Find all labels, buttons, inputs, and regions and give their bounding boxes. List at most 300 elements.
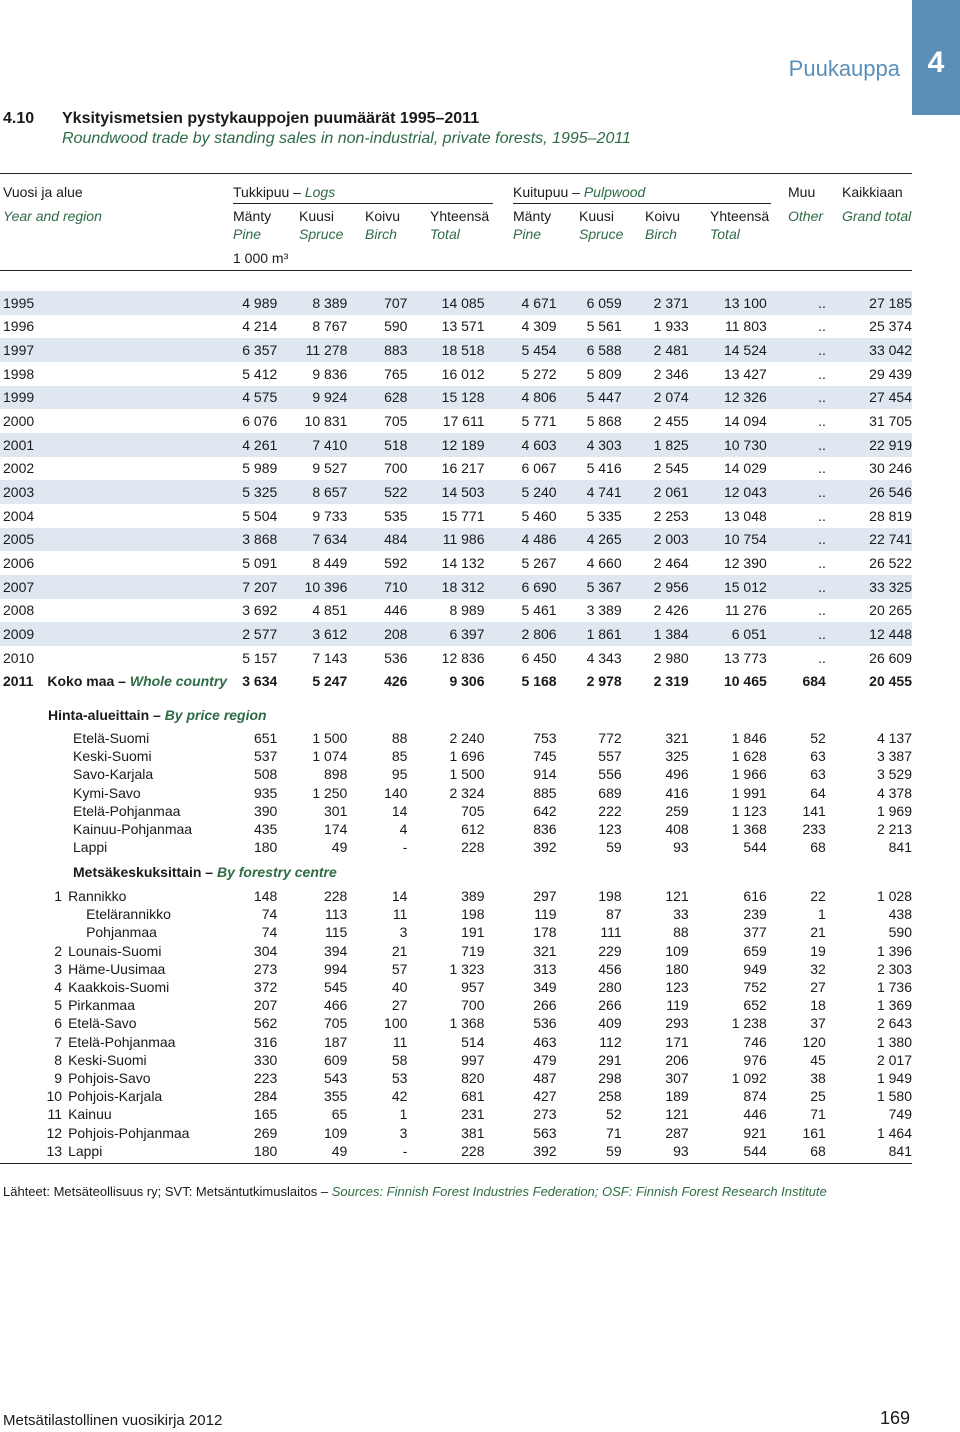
centre-number: 8 [54, 1051, 63, 1068]
value-cell: 14 503 [407, 480, 484, 504]
logs-header-fi: Tukkipuu – [233, 184, 305, 200]
value-cell: 6 051 [689, 622, 767, 646]
price-region-heading-en: By price region [164, 707, 267, 723]
value-cell: 609 [323, 1051, 348, 1068]
value-cell: 228 [461, 1142, 485, 1159]
region-name: Kainuu-Pohjanmaa [73, 821, 193, 838]
value-cell: 921 [743, 1124, 767, 1141]
value-cell: 280 [598, 979, 622, 996]
grand-header-en: Grand total [842, 208, 912, 224]
value-cell: 705 [384, 413, 408, 430]
value-cell: 293 [665, 1015, 689, 1032]
value-cell: 836 [533, 821, 557, 838]
list-item [0, 1142, 912, 1160]
value-cell: 33 [673, 906, 689, 923]
value-cell: 59 [606, 839, 622, 856]
value-cell: - [402, 839, 408, 856]
value-cell: 68 [810, 1142, 826, 1159]
region-name: Keski-Suomi [73, 748, 152, 765]
sub-header-fi-3: Yhteensä [430, 208, 490, 224]
table-row-total [0, 670, 912, 694]
table-row [0, 551, 912, 575]
sub-header-fi-4: Mänty [513, 208, 552, 224]
value-cell: 330 [253, 1051, 278, 1068]
value-cell: 518 [347, 433, 407, 457]
value-cell: 231 [461, 1106, 485, 1123]
value-cell: 2 643 [876, 1015, 912, 1032]
value-cell: 12 043 [689, 480, 767, 504]
value-cell: 381 [461, 1124, 485, 1141]
centre-number: 11 [47, 1106, 63, 1123]
value-cell: 1 991 [731, 784, 767, 801]
value-cell: 95 [391, 766, 408, 783]
list-item [0, 1123, 912, 1141]
value-cell: 297 [533, 888, 557, 905]
value-cell: .. [767, 480, 826, 504]
list-item [0, 747, 912, 765]
logs-rule [233, 203, 493, 204]
value-cell: 273 [253, 960, 278, 977]
table-bottom-rule [0, 1163, 912, 1164]
list-item [0, 802, 912, 820]
value-cell: 479 [533, 1051, 557, 1068]
table-row [0, 386, 912, 410]
value-cell: 2 577 [232, 622, 277, 646]
value-cell: 446 [384, 602, 408, 619]
value-cell: 765 [384, 365, 408, 382]
value-cell: 171 [665, 1033, 689, 1050]
value-cell: 7 410 [277, 433, 347, 457]
value-cell: 2 806 [485, 622, 557, 646]
value-cell: 16 012 [441, 365, 485, 382]
year-label: 2001 [0, 433, 232, 457]
list-item [0, 1051, 912, 1069]
value-cell: 914 [533, 766, 557, 783]
value-cell: 8 767 [312, 318, 348, 335]
value-cell: 1 123 [731, 802, 767, 819]
region-name: Savo-Karjala [73, 766, 154, 783]
value-cell: 590 [888, 924, 912, 941]
value-cell: 32 [810, 960, 826, 977]
value-cell: 5 989 [242, 460, 278, 477]
value-cell: 13 773 [723, 649, 767, 666]
value-cell: 12 390 [723, 555, 767, 572]
value-cell: 4 378 [876, 784, 912, 801]
value-cell: 5 272 [521, 365, 557, 382]
centre-name: Etelä-Savo [68, 1015, 137, 1032]
value-cell: 652 [743, 997, 767, 1014]
centre-name: Lounais-Suomi [68, 942, 162, 959]
region-name: Etelä-Suomi [73, 730, 150, 747]
table-row [0, 457, 912, 481]
table-title-en: Roundwood trade by standing sales in non-industrial, private forests, 1995–2011 [62, 130, 631, 147]
value-cell: 463 [533, 1033, 557, 1050]
value-cell: 5 771 [521, 413, 557, 430]
value-cell: 710 [347, 575, 407, 599]
centre-number: 1 [54, 888, 63, 905]
value-cell: 1 966 [731, 766, 767, 783]
value-cell: 612 [461, 821, 485, 838]
value-cell: 5 247 [312, 673, 348, 690]
sub-header-en-5: Spruce [579, 226, 624, 242]
section-name: Puukauppa [788, 56, 900, 81]
header-top-rule [0, 173, 912, 174]
value-cell: 4 265 [557, 528, 622, 552]
yearly-table [0, 291, 912, 693]
pulp-header [513, 184, 645, 200]
value-cell: 64 [810, 784, 826, 801]
value-cell: 63 [810, 766, 826, 783]
value-cell: 3 389 [586, 602, 622, 619]
value-cell: .. [767, 622, 826, 646]
value-cell: .. [767, 528, 826, 552]
value-cell: 5 561 [586, 318, 622, 335]
source-note-en: Sources: Finnish Forest Industries Federation; OSF: Finnish Forest Research Institute [331, 1184, 827, 1199]
value-cell: 321 [533, 942, 557, 959]
value-cell: 3 387 [876, 748, 912, 765]
value-cell: 514 [461, 1033, 485, 1050]
value-cell: 2 074 [622, 386, 689, 410]
pulp-header-fi: Kuitupuu – [513, 184, 584, 200]
value-cell: 8 989 [449, 602, 485, 619]
value-cell: 616 [743, 888, 767, 905]
unit-label: 1 000 m³ [233, 250, 289, 266]
value-cell: 522 [347, 480, 407, 504]
value-cell: 392 [533, 1142, 557, 1159]
value-cell: .. [767, 433, 826, 457]
value-cell: 123 [665, 979, 689, 996]
value-cell: 1 696 [449, 748, 485, 765]
value-cell: 749 [888, 1106, 912, 1123]
value-cell: 5 367 [557, 575, 622, 599]
value-cell: 178 [533, 924, 557, 941]
value-cell: 2 956 [622, 575, 689, 599]
list-item [0, 1014, 912, 1032]
centre-name: Pohjanmaa [86, 924, 157, 941]
value-cell: .. [767, 291, 826, 315]
value-cell: 26 546 [826, 480, 912, 504]
value-cell: 259 [665, 802, 689, 819]
value-cell: 446 [743, 1106, 767, 1123]
value-cell: 223 [253, 1069, 278, 1086]
value-cell: 1 380 [876, 1033, 912, 1050]
centre-name: Etelä-Pohjanmaa [68, 1033, 176, 1050]
value-cell: 28 819 [869, 507, 912, 524]
value-cell: 6 059 [557, 291, 622, 315]
value-cell: 820 [461, 1069, 485, 1086]
value-cell: 291 [598, 1051, 622, 1068]
value-cell: 389 [461, 888, 485, 905]
value-cell: 2 240 [449, 730, 485, 747]
source-note [3, 1184, 827, 1199]
value-cell: .. [818, 460, 826, 477]
value-cell: 10 396 [277, 575, 347, 599]
value-cell: 487 [533, 1069, 557, 1086]
sub-header-fi-7: Yhteensä [710, 208, 770, 224]
value-cell: 26 609 [869, 649, 912, 666]
value-cell: 11 [392, 1033, 408, 1050]
value-cell: 266 [598, 997, 622, 1014]
value-cell: 93 [673, 839, 689, 856]
list-item [0, 820, 912, 838]
value-cell: 935 [253, 784, 278, 801]
sub-header-fi-1: Kuusi [299, 208, 335, 224]
value-cell: 174 [324, 821, 348, 838]
table-row [0, 622, 912, 646]
value-cell: 111 [600, 924, 622, 941]
value-cell: 556 [598, 766, 622, 783]
value-cell: 266 [533, 997, 557, 1014]
row-header-fi: Vuosi ja alue [3, 184, 83, 200]
sub-header-fi-0: Mänty [233, 208, 272, 224]
value-cell: 2 061 [622, 480, 689, 504]
value-cell: 31 705 [869, 413, 912, 430]
value-cell: 535 [384, 507, 408, 524]
value-cell: 49 [331, 1142, 348, 1159]
pulp-header-en: Pulpwood [583, 184, 646, 200]
table-title-fi: Yksityismetsien pystykauppojen puumäärät 1995–2011 [62, 110, 480, 127]
value-cell: 304 [253, 942, 278, 959]
value-cell: 4 [399, 821, 408, 838]
logs-header-en: Logs [304, 184, 336, 200]
value-cell: 689 [598, 784, 622, 801]
year-label: 2007 [0, 575, 232, 599]
value-cell: 5 335 [586, 507, 622, 524]
value-cell: 2 003 [622, 528, 689, 552]
value-cell: 4 671 [485, 291, 557, 315]
row-header-en: Year and region [3, 208, 102, 224]
value-cell: 2 213 [876, 821, 912, 838]
value-cell: 6 588 [557, 338, 622, 362]
value-cell: 4 603 [485, 433, 557, 457]
centre-number [0, 905, 68, 923]
value-cell: 874 [743, 1088, 767, 1105]
forestry-centre-heading-fi: Metsäkeskuksittain – [73, 864, 217, 880]
source-note-fi: Lähteet: Metsäteollisuus ry; SVT: Metsäntutkimuslaitos – [3, 1184, 332, 1199]
value-cell: 372 [253, 979, 278, 996]
value-cell: 20 265 [869, 602, 912, 619]
value-cell: 13 571 [441, 318, 485, 335]
value-cell: 7 143 [312, 649, 348, 666]
value-cell: 355 [323, 1088, 348, 1105]
value-cell: 52 [810, 730, 826, 747]
value-cell: 307 [665, 1069, 689, 1086]
sub-header-fi-6: Koivu [645, 208, 681, 224]
value-cell: 1 [818, 906, 826, 923]
value-cell: 1 846 [731, 730, 767, 747]
value-cell: 5 416 [586, 460, 622, 477]
value-cell: 5 809 [586, 365, 622, 382]
value-cell: 113 [325, 906, 348, 923]
value-cell: 651 [253, 730, 278, 747]
list-item [0, 1069, 912, 1087]
value-cell: 5 157 [242, 649, 278, 666]
year-label: 1997 [0, 338, 232, 362]
value-cell: 165 [253, 1106, 278, 1123]
value-cell: 85 [391, 748, 408, 765]
value-cell: 9 527 [312, 460, 348, 477]
value-cell: 1 028 [876, 888, 912, 905]
value-cell: 1 396 [876, 942, 912, 959]
value-cell: 1 464 [876, 1124, 912, 1141]
forestry-centre-heading-en: By forestry centre [216, 864, 337, 880]
value-cell: 628 [347, 386, 407, 410]
value-cell: 8 657 [277, 480, 347, 504]
year-label: 2010 [3, 649, 35, 666]
value-cell: 5 168 [521, 673, 557, 690]
pulp-rule [513, 203, 771, 204]
value-cell: 13 427 [723, 365, 767, 382]
value-cell: 705 [323, 1015, 348, 1032]
value-cell: 1 384 [622, 622, 689, 646]
value-cell: 42 [391, 1088, 408, 1105]
region-name: Lappi [73, 839, 108, 856]
value-cell: 9 733 [312, 507, 348, 524]
centre-name: Rannikko [68, 888, 127, 905]
value-cell: 74 [261, 906, 278, 923]
value-cell: 12 448 [826, 622, 912, 646]
sub-header-en-0: Pine [233, 226, 262, 242]
value-cell: 26 522 [869, 555, 912, 572]
value-cell: 189 [665, 1088, 689, 1105]
centre-number: 6 [54, 1015, 63, 1032]
value-cell: 74 [261, 924, 278, 941]
value-cell: 2 017 [876, 1051, 912, 1068]
value-cell: 883 [347, 338, 407, 362]
value-cell: 123 [598, 821, 622, 838]
value-cell: 745 [533, 748, 557, 765]
value-cell: 590 [384, 318, 408, 335]
value-cell: 15 128 [407, 386, 484, 410]
list-item [0, 978, 912, 996]
value-cell: 2 455 [653, 413, 689, 430]
sub-header-en-2: Birch [365, 226, 397, 242]
value-cell: 3 692 [242, 602, 278, 619]
value-cell: 71 [606, 1124, 622, 1141]
value-cell: 21 [391, 942, 408, 959]
value-cell: 9 836 [312, 365, 348, 382]
year-label: 1996 [3, 318, 35, 335]
value-cell: 115 [325, 924, 348, 941]
value-cell: 426 [384, 673, 408, 690]
value-cell: 772 [598, 730, 622, 747]
value-cell: 45 [810, 1051, 826, 1068]
value-cell: 4 660 [586, 555, 622, 572]
value-cell: 207 [253, 997, 278, 1014]
list-item [0, 923, 912, 941]
table-number: 4.10 [3, 110, 35, 127]
value-cell: 63 [810, 748, 826, 765]
sub-header-en-6: Birch [645, 226, 677, 242]
list-item [0, 1105, 912, 1123]
table-row [0, 362, 912, 386]
year-label: 2003 [0, 480, 232, 504]
value-cell: 9 306 [449, 673, 485, 690]
value-cell: 25 374 [869, 318, 912, 335]
list-item [0, 905, 912, 923]
sub-header-fi-2: Koivu [365, 208, 401, 224]
year-label: 1995 [0, 291, 232, 315]
value-cell: 19 [810, 942, 826, 959]
value-cell: 544 [743, 839, 767, 856]
value-cell: 6 067 [521, 460, 557, 477]
value-cell: 5 454 [485, 338, 557, 362]
table-row [0, 315, 912, 339]
value-cell: 1 369 [876, 997, 912, 1014]
sub-header-en-7: Total [710, 226, 740, 242]
value-cell: 12 326 [689, 386, 767, 410]
value-cell: 898 [324, 766, 348, 783]
value-cell: 14 132 [441, 555, 485, 572]
table-row [0, 575, 912, 599]
value-cell: 17 611 [442, 413, 485, 430]
value-cell: 2 426 [653, 602, 689, 619]
value-cell: 1 825 [622, 433, 689, 457]
value-cell: 10 465 [723, 673, 767, 690]
value-cell: 4 851 [312, 602, 348, 619]
value-cell: 2 481 [622, 338, 689, 362]
value-cell: 88 [391, 730, 408, 747]
centre-name: Kainuu [68, 1106, 112, 1123]
value-cell: 377 [743, 924, 767, 941]
list-item [0, 784, 912, 802]
value-cell: 18 518 [407, 338, 484, 362]
value-cell: .. [767, 575, 826, 599]
table-row [0, 409, 912, 433]
value-cell: 390 [253, 802, 278, 819]
value-cell: 5 447 [557, 386, 622, 410]
value-cell: 994 [323, 960, 348, 977]
value-cell: 545 [323, 979, 348, 996]
year-label: 2009 [0, 622, 232, 646]
centre-number: 12 [46, 1124, 63, 1141]
value-cell: 206 [665, 1051, 689, 1068]
value-cell: 16 217 [441, 460, 485, 477]
value-cell: 4 989 [232, 291, 277, 315]
forestry-centre-table [0, 887, 912, 1160]
value-cell: 1 238 [731, 1015, 767, 1032]
value-cell: 298 [598, 1069, 622, 1086]
value-cell: 3 868 [232, 528, 277, 552]
value-cell: 25 [810, 1088, 826, 1105]
value-cell: 37 [810, 1015, 826, 1032]
value-cell: 284 [253, 1088, 278, 1105]
value-cell: 93 [673, 1142, 689, 1159]
value-cell: 198 [461, 906, 485, 923]
value-cell: 1 949 [876, 1069, 912, 1086]
value-cell: 1 500 [449, 766, 485, 783]
value-cell: 2 464 [653, 555, 689, 572]
value-cell: 11 276 [725, 602, 767, 619]
value-cell: 239 [743, 906, 767, 923]
list-item [0, 1087, 912, 1105]
value-cell: 14 [391, 888, 408, 905]
value-cell: 2 978 [586, 673, 622, 690]
centre-number: 13 [46, 1142, 63, 1159]
value-cell: 27 185 [826, 291, 912, 315]
value-cell: 20 455 [869, 673, 912, 690]
value-cell: 2 545 [653, 460, 689, 477]
value-cell: 161 [802, 1124, 826, 1141]
value-cell: 109 [665, 942, 689, 959]
forestry-centre-heading [73, 864, 337, 880]
value-cell: 392 [533, 839, 557, 856]
centre-name: Kaakkois-Suomi [68, 979, 170, 996]
value-cell: 753 [533, 730, 557, 747]
total-label-en: Whole country [129, 673, 228, 690]
list-item [0, 1033, 912, 1051]
value-cell: 2 303 [876, 960, 912, 977]
